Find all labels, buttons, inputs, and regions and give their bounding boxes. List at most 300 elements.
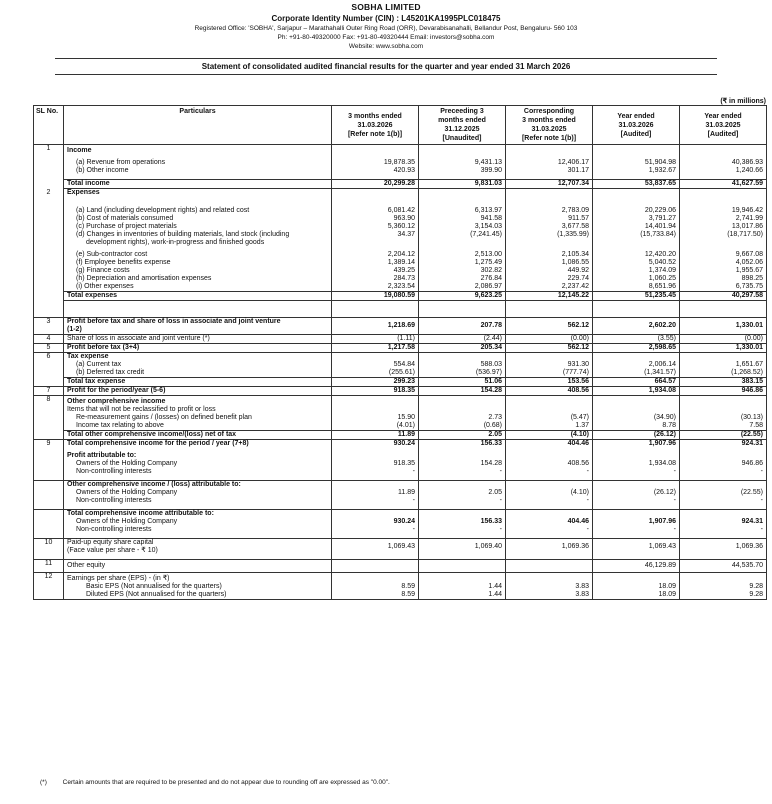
value-text: (26.12) bbox=[653, 431, 676, 438]
row-sl bbox=[34, 223, 64, 231]
row-sl bbox=[34, 460, 64, 468]
col-q3-2026-l2: months ended bbox=[438, 117, 486, 124]
value-cell bbox=[680, 414, 767, 422]
value-text: 2.05 bbox=[488, 489, 502, 496]
value-cell bbox=[680, 180, 767, 189]
value-text: - bbox=[586, 497, 589, 504]
value-text: 924.31 bbox=[741, 440, 763, 447]
value-cell bbox=[680, 275, 767, 283]
row-sl: 8 bbox=[34, 396, 64, 407]
value-cell bbox=[593, 510, 680, 519]
value-cell bbox=[506, 510, 593, 519]
col-q3-2026-l1: Preceeding 3 bbox=[440, 108, 484, 115]
row-sl: 2 bbox=[34, 189, 64, 198]
value-cell bbox=[506, 215, 593, 223]
company-name: SOBHA LIMITED bbox=[351, 2, 421, 12]
value-text: 9,623.25 bbox=[474, 292, 502, 299]
value-text: 562.12 bbox=[567, 344, 589, 351]
value-text: 898.25 bbox=[741, 275, 763, 282]
value-cell bbox=[419, 369, 506, 378]
value-cell bbox=[332, 145, 419, 156]
table-row-share-loss bbox=[34, 335, 767, 344]
table-row-other-inc bbox=[34, 167, 767, 175]
value-text: 2,006.14 bbox=[648, 361, 676, 368]
col-q4-2025-l4: [Refer note 1(b)] bbox=[521, 135, 577, 142]
value-cell bbox=[332, 560, 419, 571]
value-cell bbox=[506, 167, 593, 175]
value-text: 2,204.12 bbox=[387, 251, 415, 258]
row-sl: 4 bbox=[34, 335, 64, 344]
col-fy-2025-l2: 31.03.2025 bbox=[705, 121, 741, 129]
value-cell bbox=[680, 267, 767, 275]
value-cell bbox=[680, 468, 767, 476]
value-cell bbox=[506, 378, 593, 387]
row-label-text: Owners of the Holding Company bbox=[76, 460, 178, 467]
value-text: 301.17 bbox=[567, 167, 589, 174]
row-label bbox=[64, 251, 332, 259]
value-cell bbox=[593, 414, 680, 422]
row-label-continuation: (1-2) bbox=[67, 326, 82, 333]
value-cell bbox=[680, 591, 767, 600]
value-text: 1,060.25 bbox=[648, 275, 676, 282]
value-cell bbox=[593, 431, 680, 440]
spacer-cell bbox=[64, 197, 332, 207]
value-cell bbox=[506, 283, 593, 292]
row-label-text: Non-controlling interests bbox=[76, 526, 152, 533]
value-text: (7,241.45) bbox=[470, 231, 502, 238]
row-label bbox=[64, 283, 332, 292]
value-cell bbox=[680, 159, 767, 167]
value-cell bbox=[593, 406, 680, 414]
row-label-text: Income tax relating to above bbox=[76, 422, 164, 429]
row-label bbox=[64, 335, 332, 344]
value-cell bbox=[419, 387, 506, 396]
value-cell bbox=[332, 283, 419, 292]
value-cell bbox=[419, 583, 506, 591]
value-cell bbox=[680, 387, 767, 396]
value-cell bbox=[593, 275, 680, 283]
value-text: 2,783.09 bbox=[561, 207, 589, 214]
value-text: 8.78 bbox=[662, 422, 676, 429]
value-text: 41,627.59 bbox=[731, 180, 763, 187]
value-cell bbox=[506, 591, 593, 600]
row-label-text: Non-controlling interests bbox=[76, 468, 152, 475]
spacer-cell bbox=[680, 197, 767, 207]
value-text: 930.24 bbox=[393, 518, 415, 525]
value-cell bbox=[593, 481, 680, 490]
row-label-text: (g) Finance costs bbox=[76, 267, 130, 274]
value-cell bbox=[419, 378, 506, 387]
value-cell bbox=[506, 539, 593, 556]
value-cell bbox=[419, 189, 506, 198]
table-row-total-income bbox=[34, 180, 767, 189]
value-text: 449.92 bbox=[567, 267, 589, 274]
value-text: 9,667.08 bbox=[735, 251, 763, 258]
value-cell bbox=[419, 539, 506, 556]
row-label bbox=[64, 189, 332, 198]
value-text: - bbox=[412, 526, 415, 533]
value-text: (1.11) bbox=[397, 335, 415, 342]
row-label bbox=[64, 292, 332, 301]
footnote-mark: (*) bbox=[40, 779, 47, 786]
table-row-oa-owners bbox=[34, 489, 767, 497]
row-label bbox=[64, 518, 332, 526]
row-sl bbox=[34, 422, 64, 431]
value-cell bbox=[332, 422, 419, 431]
value-cell bbox=[593, 468, 680, 476]
value-cell bbox=[680, 292, 767, 301]
value-text: 2,237.42 bbox=[561, 283, 589, 290]
value-cell bbox=[419, 468, 506, 476]
row-label bbox=[64, 481, 332, 490]
value-cell bbox=[419, 591, 506, 600]
statement-title: Statement of consolidated audited financial results for the quarter and year ended 31 March 2026 bbox=[55, 58, 717, 75]
table-row-rev-ops bbox=[34, 159, 767, 167]
value-text: 1,069.36 bbox=[561, 543, 589, 550]
value-text: 1.37 bbox=[575, 422, 589, 429]
value-text: 1,907.96 bbox=[648, 440, 676, 447]
value-text: 3,677.58 bbox=[561, 223, 589, 230]
value-cell bbox=[506, 452, 593, 460]
value-cell bbox=[593, 526, 680, 534]
row-sl bbox=[34, 215, 64, 223]
value-text: (777.74) bbox=[562, 369, 589, 376]
table-row-inc-tax bbox=[34, 422, 767, 431]
row-sl: 12 bbox=[34, 573, 64, 584]
row-sl bbox=[34, 283, 64, 292]
row-label-text: Profit before tax (3+4) bbox=[67, 344, 140, 351]
row-label bbox=[64, 353, 332, 362]
row-sl bbox=[34, 481, 64, 490]
col-fy-2025-l3: [Audited] bbox=[707, 130, 739, 138]
value-text: - bbox=[412, 468, 415, 475]
table-row-ta-nci bbox=[34, 526, 767, 534]
col-particulars: Particulars bbox=[64, 106, 332, 145]
value-text: 20,299.28 bbox=[383, 180, 415, 187]
value-cell bbox=[593, 267, 680, 275]
row-sl bbox=[34, 497, 64, 505]
value-text: - bbox=[760, 497, 763, 504]
value-text: 924.31 bbox=[741, 518, 763, 525]
value-cell bbox=[332, 468, 419, 476]
value-text: 20,229.06 bbox=[644, 207, 676, 214]
row-sl bbox=[34, 267, 64, 275]
value-text: 154.28 bbox=[480, 460, 502, 467]
value-cell bbox=[419, 353, 506, 362]
value-cell bbox=[332, 231, 419, 247]
value-cell bbox=[593, 318, 680, 335]
value-cell bbox=[593, 180, 680, 189]
row-sl: 6 bbox=[34, 353, 64, 362]
value-cell bbox=[332, 189, 419, 198]
value-cell bbox=[419, 526, 506, 534]
value-cell bbox=[680, 440, 767, 449]
value-cell bbox=[332, 292, 419, 301]
value-cell bbox=[419, 223, 506, 231]
value-cell bbox=[593, 452, 680, 460]
value-text: 153.56 bbox=[567, 378, 589, 385]
value-cell bbox=[332, 452, 419, 460]
value-text: 408.56 bbox=[567, 387, 589, 394]
value-text: 19,080.59 bbox=[383, 292, 415, 299]
value-text: (0.00) bbox=[570, 335, 589, 342]
value-text: (18,717.50) bbox=[727, 231, 763, 238]
table-body bbox=[34, 145, 767, 600]
value-text: (0.68) bbox=[483, 422, 502, 429]
value-cell bbox=[419, 145, 506, 156]
value-text: 12,420.20 bbox=[644, 251, 676, 258]
row-sl bbox=[34, 510, 64, 519]
value-cell bbox=[680, 378, 767, 387]
value-text: 588.03 bbox=[480, 361, 502, 368]
value-text: 1,069.36 bbox=[735, 543, 763, 550]
row-label-text: (h) Depreciation and amortisation expenses bbox=[76, 275, 212, 282]
row-label-text: Other comprehensive income bbox=[67, 398, 166, 405]
spacer-cell bbox=[332, 197, 419, 207]
value-cell bbox=[332, 440, 419, 449]
value-cell bbox=[506, 159, 593, 167]
value-text: (4.10) bbox=[570, 431, 589, 438]
col-q4-2026-l1: 3 months ended bbox=[348, 112, 402, 120]
value-text: 40,386.93 bbox=[731, 159, 763, 166]
table-row-eps bbox=[34, 573, 767, 584]
value-cell bbox=[593, 560, 680, 571]
spacer-cell bbox=[593, 197, 680, 207]
table-row-ta-owners bbox=[34, 518, 767, 526]
row-sl: 1 bbox=[34, 145, 64, 156]
value-cell bbox=[419, 361, 506, 369]
value-cell bbox=[419, 460, 506, 468]
col-q3-2026 bbox=[419, 106, 506, 145]
value-cell bbox=[680, 431, 767, 440]
spacer-cell bbox=[332, 301, 419, 318]
value-cell bbox=[506, 259, 593, 267]
value-cell bbox=[506, 180, 593, 189]
value-cell bbox=[419, 452, 506, 460]
value-cell bbox=[506, 344, 593, 353]
value-text: 5,040.52 bbox=[648, 259, 676, 266]
value-text: 1,069.40 bbox=[474, 543, 502, 550]
value-cell bbox=[680, 145, 767, 156]
cin-line: Corporate Identity Number (CIN) : L45201KA1995PLC018475 bbox=[271, 14, 501, 23]
row-label-text: Earnings per share (EPS) - (in ₹) bbox=[67, 575, 170, 582]
table-row-other-equity bbox=[34, 560, 767, 571]
row-sl bbox=[34, 180, 64, 189]
value-text: 1.44 bbox=[488, 583, 502, 590]
value-cell bbox=[506, 353, 593, 362]
col-q4-2026-l3: [Refer note 1(b)] bbox=[347, 130, 403, 138]
value-text: 3.83 bbox=[575, 591, 589, 598]
row-sl bbox=[34, 431, 64, 440]
row-label-text: Items that will not be reclassified to profit or loss bbox=[67, 406, 216, 413]
value-cell bbox=[419, 406, 506, 414]
row-label bbox=[64, 497, 332, 505]
col-q4-2025-l3: 31.03.2025 bbox=[531, 126, 567, 133]
row-sl: 9 bbox=[34, 440, 64, 449]
value-text: (1,341.57) bbox=[644, 369, 676, 376]
value-cell bbox=[332, 335, 419, 344]
table-row-profit-attr bbox=[34, 452, 767, 460]
value-cell bbox=[593, 369, 680, 378]
value-text: 946.86 bbox=[741, 387, 763, 394]
spacer-cell bbox=[419, 197, 506, 207]
report-header bbox=[0, 0, 772, 75]
row-label bbox=[64, 369, 332, 378]
row-label-text: (a) Land (including development rights) and related cost bbox=[76, 207, 250, 214]
row-sl bbox=[34, 167, 64, 175]
col-fy-2026 bbox=[593, 106, 680, 145]
value-text: - bbox=[673, 526, 676, 533]
row-label-text: Paid-up equity share capital bbox=[67, 539, 154, 546]
spacer-cell bbox=[34, 197, 64, 207]
results-table bbox=[33, 105, 767, 600]
value-cell bbox=[419, 318, 506, 335]
value-text: (22.55) bbox=[740, 431, 763, 438]
value-cell bbox=[419, 335, 506, 344]
value-cell bbox=[332, 526, 419, 534]
value-cell bbox=[680, 207, 767, 215]
value-text: 1,374.09 bbox=[648, 267, 676, 274]
value-cell bbox=[332, 180, 419, 189]
value-cell bbox=[419, 518, 506, 526]
value-cell bbox=[506, 468, 593, 476]
value-text: - bbox=[673, 468, 676, 475]
value-text: 1,218.69 bbox=[387, 322, 415, 329]
table-row-def-tax bbox=[34, 369, 767, 378]
value-text: 1,389.14 bbox=[387, 259, 415, 266]
col-q3-2026-l4: [Unaudited] bbox=[442, 135, 482, 142]
table-row-tax bbox=[34, 353, 767, 362]
value-text: 1,651.67 bbox=[735, 361, 763, 368]
value-cell bbox=[506, 583, 593, 591]
value-text: 4,052.06 bbox=[735, 259, 763, 266]
row-label bbox=[64, 145, 332, 156]
table-header-row bbox=[34, 106, 767, 145]
value-cell bbox=[593, 460, 680, 468]
row-sl bbox=[34, 369, 64, 378]
row-label-text: Share of loss in associate and joint venture (*) bbox=[67, 335, 210, 342]
row-label-text: (c) Purchase of project materials bbox=[76, 223, 177, 230]
row-label-text: Total tax expense bbox=[67, 378, 126, 385]
value-text: 664.57 bbox=[654, 378, 676, 385]
value-text: 12,406.17 bbox=[557, 159, 589, 166]
row-sl: 5 bbox=[34, 344, 64, 353]
row-label-text: Profit for the period/year (5-6) bbox=[67, 387, 166, 394]
value-text: - bbox=[586, 526, 589, 533]
row-label-text: Profit attributable to: bbox=[67, 452, 137, 459]
table-row-pbt-share bbox=[34, 318, 767, 335]
value-text: 1.44 bbox=[488, 591, 502, 598]
value-cell bbox=[506, 526, 593, 534]
value-cell bbox=[506, 414, 593, 422]
value-cell bbox=[680, 518, 767, 526]
table-row-pbt bbox=[34, 344, 767, 353]
spacer-cell bbox=[419, 301, 506, 318]
row-sl bbox=[34, 159, 64, 167]
row-sl bbox=[34, 518, 64, 526]
value-text: 3,154.03 bbox=[474, 223, 502, 230]
value-cell bbox=[332, 251, 419, 259]
value-text: 930.24 bbox=[393, 440, 415, 447]
value-text: 404.46 bbox=[567, 518, 589, 525]
value-cell bbox=[332, 259, 419, 267]
value-cell bbox=[680, 353, 767, 362]
value-text: 156.33 bbox=[480, 518, 502, 525]
col-fy-2026-l3: [Audited] bbox=[620, 130, 652, 138]
row-sl: 10 bbox=[34, 539, 64, 556]
row-label bbox=[64, 510, 332, 519]
value-text: 229.74 bbox=[567, 275, 589, 282]
value-cell bbox=[680, 344, 767, 353]
value-cell bbox=[332, 369, 419, 378]
value-cell bbox=[680, 481, 767, 490]
value-cell bbox=[680, 460, 767, 468]
value-text: 12,145.22 bbox=[557, 292, 589, 299]
col-q3-2026-l3: 31.12.2025 bbox=[444, 126, 480, 133]
value-cell bbox=[593, 378, 680, 387]
value-text: 154.28 bbox=[480, 387, 502, 394]
row-label-text: Total expenses bbox=[67, 292, 118, 299]
value-cell bbox=[332, 267, 419, 275]
value-text: 8.59 bbox=[401, 583, 415, 590]
unit-note: (₹ in millions) bbox=[720, 98, 766, 105]
value-cell bbox=[506, 422, 593, 431]
value-text: 6,081.42 bbox=[387, 207, 415, 214]
value-cell bbox=[593, 251, 680, 259]
value-cell bbox=[332, 318, 419, 335]
value-text: 3,791.27 bbox=[648, 215, 676, 222]
table-row-other-exp bbox=[34, 283, 767, 292]
value-cell bbox=[593, 231, 680, 247]
value-cell bbox=[593, 283, 680, 292]
value-text: 439.25 bbox=[393, 267, 415, 274]
table-row-purchase bbox=[34, 223, 767, 231]
value-cell bbox=[680, 452, 767, 460]
row-sl: 3 bbox=[34, 318, 64, 335]
value-cell bbox=[332, 539, 419, 556]
value-cell bbox=[506, 431, 593, 440]
value-text: 2,741.99 bbox=[735, 215, 763, 222]
value-cell bbox=[332, 406, 419, 414]
value-text: 9,431.13 bbox=[474, 159, 502, 166]
value-cell bbox=[332, 361, 419, 369]
footnote bbox=[40, 779, 404, 786]
row-label-text: Expenses bbox=[67, 189, 100, 196]
row-label bbox=[64, 180, 332, 189]
value-cell bbox=[680, 167, 767, 175]
row-label bbox=[64, 431, 332, 440]
spacer-row bbox=[34, 197, 767, 207]
table-row-expenses bbox=[34, 189, 767, 198]
value-cell bbox=[680, 251, 767, 259]
value-cell bbox=[680, 526, 767, 534]
value-cell bbox=[506, 481, 593, 490]
value-text: 51.06 bbox=[484, 378, 502, 385]
row-label-text: Total other comprehensive income/(loss) net of tax bbox=[67, 431, 237, 438]
value-cell bbox=[506, 406, 593, 414]
row-sl: 7 bbox=[34, 387, 64, 396]
row-sl bbox=[34, 231, 64, 247]
value-text: 946.86 bbox=[741, 460, 763, 467]
row-label-text: Income bbox=[67, 147, 92, 154]
value-cell bbox=[419, 510, 506, 519]
row-label-text: (f) Employee benefits expense bbox=[76, 259, 171, 266]
row-label-text: Basic EPS (Not annualised for the quarters) bbox=[86, 583, 222, 590]
value-cell bbox=[419, 431, 506, 440]
row-sl bbox=[34, 361, 64, 369]
value-text: 207.78 bbox=[480, 322, 502, 329]
value-cell bbox=[419, 215, 506, 223]
